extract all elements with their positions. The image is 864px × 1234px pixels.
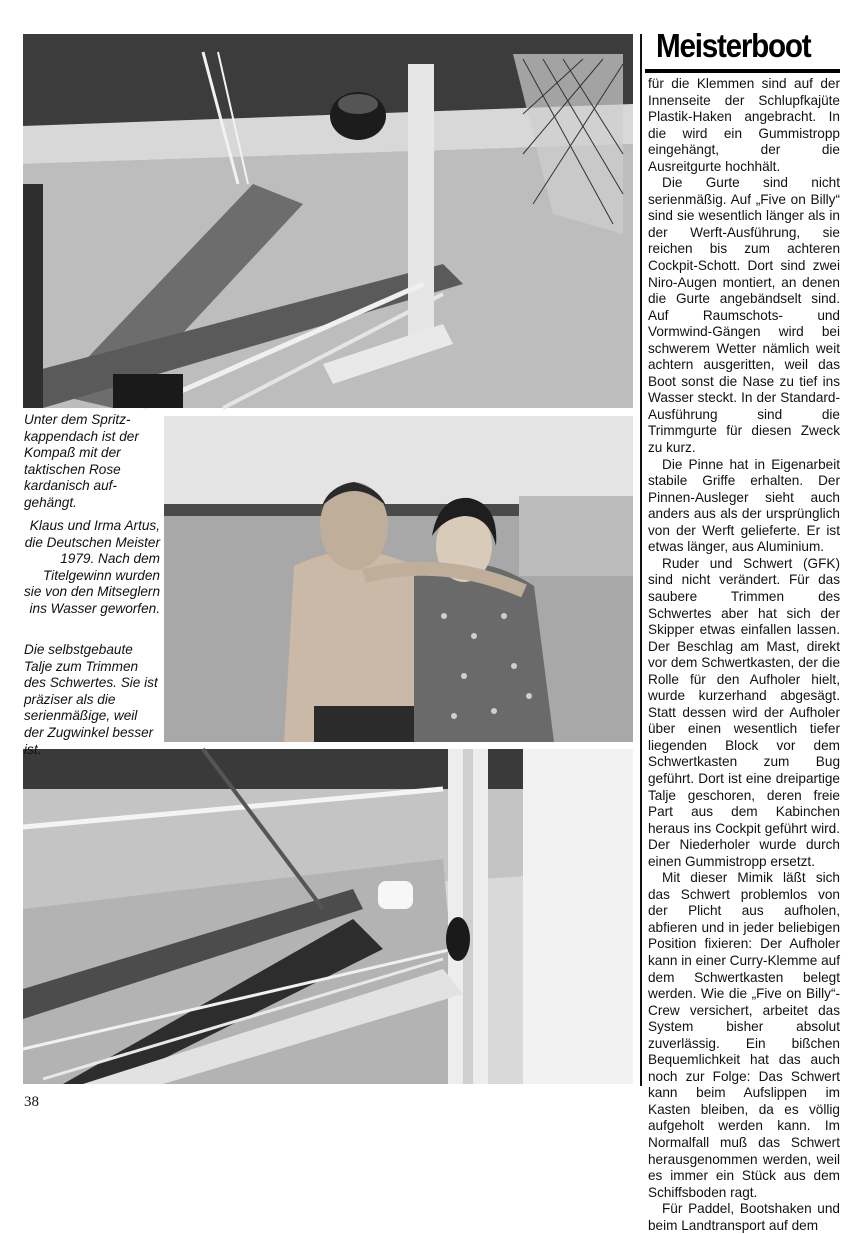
crew-caption: Klaus und Irma Artus, die Deutschen Meister 1979. Nach dem Titelgewinn wurden sie von den Mitseglern ins Wasser geworfen.: [24, 518, 161, 616]
article-paragraph: Mit dieser Mimik läßt sich das Schwert problemlos von der Plicht aus aufholen, abfieren und in jeder beliebigen Position fixieren: Der Aufholer kann in einer Curry-Klemme auf dem Schwertkasten belegt werden. Wie die „Five on Billy“-Crew versichert, arbeitet das System bisher absolut zuverlässig. Ein bißchen Bequemlichkeit hat das auch noch zur Folge: Das Schwert kann beim Aufslippen im Kasten bleiben, da es völlig aufgeholt werden kann. Im Normalfall muß das Schwert herausgenommen werden, weil es immer ein Stück aus dem Schiffsboden ragt.: [648, 870, 840, 1200]
article-paragraph: Die Gurte sind nicht serienmäßig. Auf „Five on Billy“ sind sie wesentlich länger als in der Werft-Ausführung, sie reichen bis zum achteren Cockpit-Schott. Dort sind zwei Niro-Augen montiert, an denen die Gurte angebändselt sind. Auf Raumschots- und Vormwind-Gängen wird bei schwerem Wetter nämlich weit achtern ausgeritten, weil das Boot sonst die Nase zu tief ins Wasser steckt. In der Standard-Ausführung sind die Trimmgurte für diesen Zweck zu kurz.: [648, 175, 840, 456]
tackle-photo: [23, 749, 633, 1084]
crew-photo-drawing: [164, 416, 633, 742]
article-paragraph: für die Klemmen sind auf der Innenseite der Schlupfkajüte Plastik-Haken angebracht. In die wird ein Gummistropp eingehängt, der die Ausreitgurte hochhält.: [648, 76, 840, 174]
tackle-caption: Die selbstgebaute Talje zum Trimmen des Schwertes. Sie ist präziser als die serienmäßige, weil der Zugwinkel besser ist.: [24, 642, 158, 757]
compass-photo: [23, 34, 633, 408]
title-underline: [645, 69, 840, 73]
crew-photo: [164, 416, 633, 742]
article-paragraph: Für Paddel, Bootshaken und beim Landtransport auf dem: [648, 1201, 840, 1233]
compass-caption: Unter dem Spritz-kappendach ist der Kompaß mit der taktischen Rose kardanisch auf-gehängt.: [24, 412, 139, 510]
article-paragraph: Ruder und Schwert (GFK) sind nicht verändert. Für das saubere Trimmen des Schwertes aber hat sich der Skipper etwas einfallen lassen. Der Beschlag am Mast, direkt vor dem Schwertkasten, der die Rolle für den Aufholer hielt, wurde kurzerhand abgesägt. Statt dessen wird der Aufholer über einen wesentlich tiefer liegenden Block vor dem Schwertkasten zum Bug geführt. Dort ist eine dreipartige Talje geschoren, deren freie Part aus dem Kabinchen heraus ins Cockpit geführt wird. Der Niederholer wurde durch einen Gummistropp ersetzt.: [648, 555, 840, 869]
compass-photo-drawing: [23, 34, 633, 408]
page-number: 38: [24, 1094, 39, 1110]
article-paragraph: Die Pinne hat in Eigenarbeit stabile Griffe erhalten. Der Pinnen-Ausleger sieht auch anders aus als der ursprünglich von der Werft gelieferte. Er ist etwas länger, aus Aluminium.: [648, 456, 840, 555]
tackle-photo-drawing: [23, 749, 633, 1084]
page-title: Meisterboot: [655, 27, 811, 64]
article-body: [648, 76, 840, 1233]
column-divider: [640, 34, 642, 1086]
